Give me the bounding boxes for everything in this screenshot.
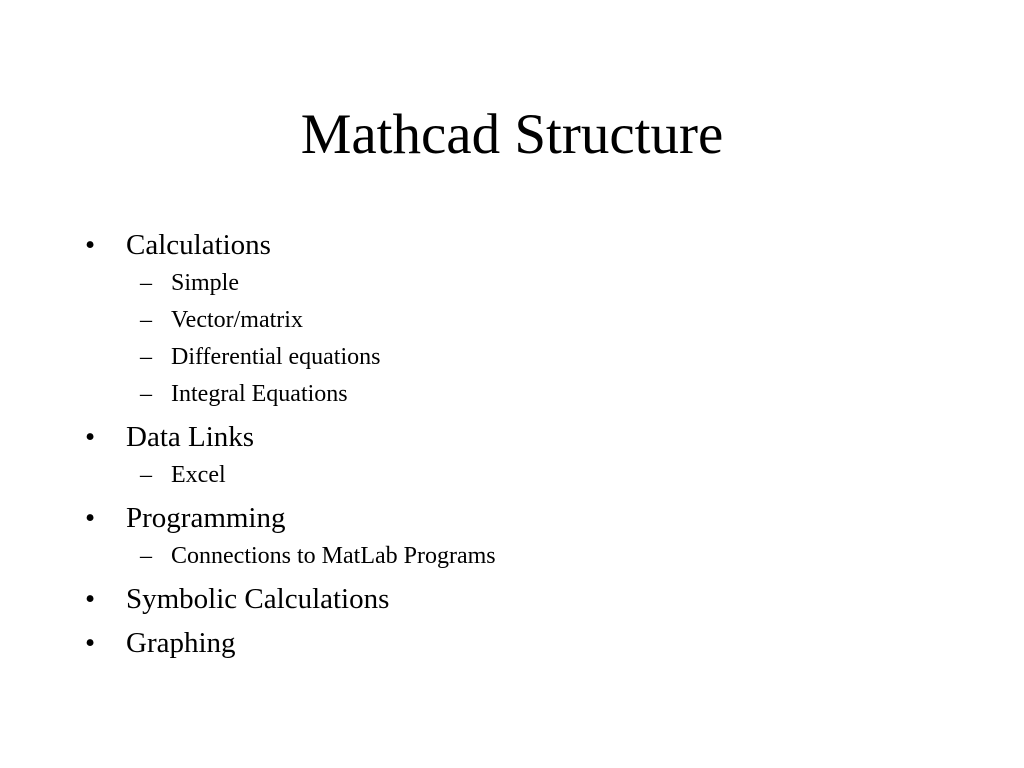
dash-icon: –: [140, 381, 152, 407]
list-item-label: Programming: [126, 502, 286, 534]
list-item-label: Calculations: [126, 229, 271, 261]
sub-list-item: [126, 339, 965, 376]
slide-title: Mathcad Structure: [300, 103, 724, 166]
bullet-icon: •: [85, 229, 96, 261]
sub-list-item-label: Connections to MatLab Programs: [171, 543, 496, 569]
sub-list-item-label: Simple: [171, 270, 240, 296]
bullet-icon: •: [85, 421, 96, 453]
sub-list-item-label: Excel: [171, 462, 226, 488]
bullet-icon: •: [85, 583, 96, 615]
sub-list-item-label: Vector/matrix: [171, 307, 303, 333]
list-item: [85, 225, 965, 413]
sub-list: [126, 265, 965, 413]
sub-list: [126, 457, 965, 494]
sub-list-item: [126, 457, 965, 494]
sub-list-item: [126, 538, 965, 575]
dash-icon: –: [140, 543, 152, 569]
dash-icon: –: [140, 307, 152, 333]
sub-list: [126, 538, 965, 575]
list-item-label: Data Links: [126, 421, 255, 453]
bullet-icon: •: [85, 502, 96, 534]
list-item: [85, 498, 965, 575]
list-item-label: Symbolic Calculations: [126, 583, 390, 615]
sub-list-item: [126, 302, 965, 339]
sub-list-item: [126, 265, 965, 302]
list-item-label: Graphing: [126, 627, 236, 659]
dash-icon: –: [140, 462, 152, 488]
sub-list-item: [126, 376, 965, 413]
dash-icon: –: [140, 344, 152, 370]
list-item: [85, 579, 965, 619]
dash-icon: –: [140, 270, 152, 296]
list-item: [85, 623, 965, 663]
bullet-icon: •: [85, 627, 96, 659]
bullet-list: [85, 225, 965, 667]
sub-list-item-label: Differential equations: [171, 344, 381, 370]
sub-list-item-label: Integral Equations: [171, 381, 348, 407]
list-item: [85, 417, 965, 494]
